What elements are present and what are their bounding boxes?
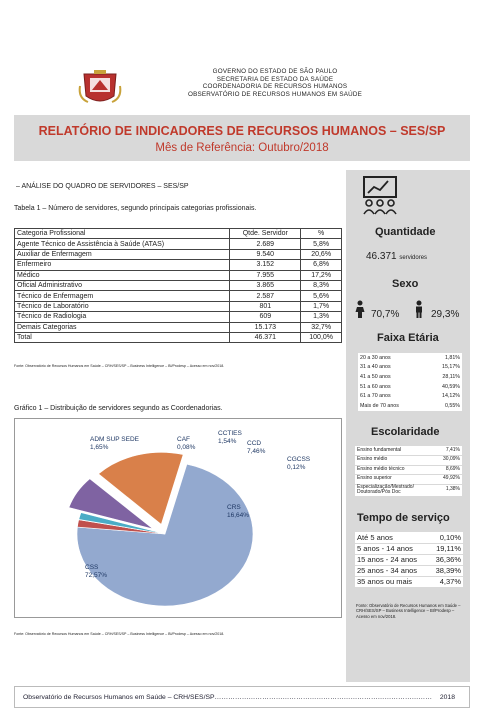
pie-label: CCTIES (218, 430, 242, 437)
table-row (15, 312, 342, 322)
tempo-row-cell: 15 anos - 24 anos (355, 554, 429, 565)
escolaridade-row (355, 484, 462, 496)
table-row-cell: 7.955 (230, 270, 301, 280)
tempo-title: Tempo de serviço (357, 512, 450, 524)
table-row (15, 239, 342, 249)
escolaridade-row-cell: Especialização/Mestrado/ Doutorado/Pós Doc (355, 484, 441, 496)
header-cell: Qtde. Servidor (230, 229, 301, 239)
header-line: COORDENADORIA DE RECURSOS HUMANOS (202, 83, 348, 91)
footer-year: 2018 (439, 694, 455, 701)
pie-value-label: 7,46% (247, 448, 266, 455)
pie-label: CCD (247, 440, 262, 447)
faixa-row-cell: 61 a 70 anos (358, 391, 427, 401)
table-row-cell: 1,7% (301, 301, 342, 311)
quantidade-unit: servidores (399, 255, 428, 261)
faixa-row-cell: 31 a 40 anos (358, 363, 427, 373)
pie-value-label: 0,08% (177, 444, 196, 451)
section-title: – ANÁLISE DO QUADRO DE SERVIDORES – SES/SP (16, 183, 189, 190)
tempo-row (355, 565, 463, 576)
table-row-cell: Médico (15, 270, 230, 280)
header-cell: Categoria Profissional (15, 229, 230, 239)
sidebar-source: Fonte: Observatório de Recursos Humanos em Saúde – CRH/SES/SP – Business Intelligence – BI/Prodesp – Acesso em nov/2018. (356, 603, 461, 619)
escolaridade-row-cell: 30,09% (441, 456, 462, 466)
faixa-row (358, 372, 462, 382)
tempo-row (355, 576, 463, 587)
faixa-row (358, 401, 462, 411)
table-row-cell: Agente Técnico de Assistência à Saúde (ATAS) (15, 239, 230, 249)
table-row-cell: 5,6% (301, 291, 342, 301)
faixa-row (358, 391, 462, 401)
faixa-table (358, 353, 462, 411)
table-row (15, 260, 342, 270)
tempo-row-cell: 4,37% (429, 576, 463, 587)
table-row-cell: Oficial Administrativo (15, 280, 230, 290)
tempo-row-cell: Até 5 anos (355, 532, 429, 543)
faixa-row-cell: 15,17% (427, 363, 462, 373)
escolaridade-row-cell: 49,92% (441, 475, 462, 485)
quantidade-value-wrap (366, 251, 427, 262)
faixa-row-cell: 41 a 50 anos (358, 372, 427, 382)
sexo-female-value: 70,7% (371, 309, 400, 320)
table-title: Tabela 1 – Número de servidores, segundo principais categorias profissionais. (14, 205, 257, 212)
table-row-cell: 2.587 (230, 291, 301, 301)
tempo-row-cell: 19,11% (429, 543, 463, 554)
tempo-row-cell: 5 anos - 14 anos (355, 543, 429, 554)
faixa-row (358, 363, 462, 373)
tempo-table (355, 532, 463, 588)
escolaridade-table (355, 446, 462, 497)
faixa-row (358, 382, 462, 392)
faixa-row-cell: 0,55% (427, 401, 462, 411)
tempo-row-cell: 25 anos - 34 anos (355, 565, 429, 576)
table-row-cell: 3.865 (230, 280, 301, 290)
pie-chart-frame (14, 418, 342, 618)
table-row-cell: Técnico de Enfermagem (15, 291, 230, 301)
sexo-male-value: 29,3% (431, 309, 460, 320)
table-row-cell: Técnico de Laboratório (15, 301, 230, 311)
pie-value-label: 1,65% (90, 444, 109, 451)
table-row (15, 249, 342, 259)
total-cell: 100,0% (301, 332, 342, 342)
report-subtitle: Mês de Referência: Outubro/2018 (155, 142, 329, 154)
tempo-row (355, 554, 463, 565)
faixa-row (358, 353, 462, 363)
escolaridade-row-cell: Ensino médio (355, 456, 441, 466)
report-title: RELATÓRIO DE INDICADORES DE RECURSOS HUMANOS – SES/SP (38, 124, 446, 138)
faixa-row-cell: Mais de 70 anos (358, 401, 427, 411)
tempo-row-cell: 36,36% (429, 554, 463, 565)
pie-label: CAF (177, 436, 190, 443)
tempo-row-cell: 35 anos ou mais (355, 576, 429, 587)
pie-value-label: 16,64% (227, 512, 250, 519)
escolaridade-row-cell: Ensino superior (355, 475, 441, 485)
pie-label: CSS (85, 564, 99, 571)
header-line: GOVERNO DO ESTADO DE SÃO PAULO (212, 68, 338, 75)
escolaridade-row-cell: 7,41% (441, 446, 462, 456)
total-cell: Total (15, 332, 230, 342)
table-row-cell: 5,8% (301, 239, 342, 249)
table-row-cell: 15.173 (230, 322, 301, 332)
pie-label: CRS (227, 504, 241, 511)
table-total-row (15, 332, 342, 342)
graph-source: Fonte: Observatório de Recursos Humanos em Saúde – CRH/SES/SP – Business Intelligence – BI/Prodesp – Acesso em nov/2018. (14, 632, 225, 636)
escolaridade-row-cell: Ensino fundamental (355, 446, 441, 456)
table-row-cell: 17,2% (301, 270, 342, 280)
faixa-row-cell: 14,12% (427, 391, 462, 401)
table-row-cell: 801 (230, 301, 301, 311)
faixa-row-cell: 1,81% (427, 353, 462, 363)
table-row (15, 301, 342, 311)
faixa-title: Faixa Etária (377, 332, 439, 344)
team-presentation-icon (360, 175, 400, 215)
escolaridade-row-cell: 8,69% (441, 465, 462, 475)
table-row (15, 280, 342, 290)
faixa-row-cell: 20 a 30 anos (358, 353, 427, 363)
table-row-cell: 609 (230, 312, 301, 322)
escolaridade-row (355, 446, 462, 456)
table-row-cell: Enfermeiro (15, 260, 230, 270)
sexo-title: Sexo (392, 278, 419, 290)
pie-value-label: 0,12% (287, 464, 306, 471)
escolaridade-title: Escolaridade (371, 426, 440, 438)
tempo-row-cell: 0,10% (429, 532, 463, 543)
table-row-cell: 9.540 (230, 249, 301, 259)
tempo-row (355, 532, 463, 543)
faixa-row-cell: 51 a 60 anos (358, 382, 427, 392)
government-header (140, 68, 410, 98)
escolaridade-row-cell: 1,38% (441, 484, 462, 496)
table-header-row (15, 229, 342, 239)
escolaridade-row (355, 475, 462, 485)
faixa-row-cell: 40,59% (427, 382, 462, 392)
header-line: SECRETARIA DE ESTADO DA SAÚDE (216, 75, 334, 83)
escolaridade-row (355, 465, 462, 475)
table-row-cell: Técnico de Radiologia (15, 312, 230, 322)
table-row-cell: 6,8% (301, 260, 342, 270)
servers-table (14, 228, 342, 343)
header-line: OBSERVATÓRIO DE RECURSOS HUMANOS EM SAÚDE (187, 90, 363, 98)
table-row-cell: Auxiliar de Enfermagem (15, 249, 230, 259)
state-seal-logo (78, 68, 122, 108)
tempo-row-cell: 38,39% (429, 565, 463, 576)
total-cell: 46.371 (230, 332, 301, 342)
header-cell: % (301, 229, 342, 239)
pie-label: ADM SUP SEDE (90, 436, 140, 443)
table-row-cell: 1,3% (301, 312, 342, 322)
graph-title: Gráfico 1 – Distribuição de servidores segundo as Coordenadorias. (14, 405, 223, 412)
table-row-cell: 32,7% (301, 322, 342, 332)
table-row-cell: 8,3% (301, 280, 342, 290)
female-icon (355, 300, 365, 318)
quantidade-value: 46.371 (366, 251, 397, 262)
table-row (15, 270, 342, 280)
escolaridade-row (355, 456, 462, 466)
pie-label: CGCSS (287, 456, 311, 463)
report-banner (14, 115, 470, 161)
table-row (15, 322, 342, 332)
pie-value-label: 72,57% (85, 572, 108, 579)
male-icon (414, 300, 424, 318)
pie-value-label: 1,54% (218, 438, 237, 445)
table-row-cell: 2.689 (230, 239, 301, 249)
escolaridade-row-cell: Ensino médio técnico (355, 465, 441, 475)
table-row (15, 291, 342, 301)
page-footer (14, 686, 470, 708)
table-row-cell: 3.152 (230, 260, 301, 270)
pie-chart (15, 419, 343, 619)
faixa-row-cell: 28,11% (427, 372, 462, 382)
table-row-cell: 20,6% (301, 249, 342, 259)
table-source: Fonte: Observatório de Recursos Humanos em Saúde – CRH/SES/SP – Business Intelligence – BI/Prodesp – Acesso em nov/2018. (14, 364, 225, 368)
footer-text: Observatório de Recursos Humanos em Saúde – CRH/SES/SP…………………………………………………………………………………… (23, 694, 433, 701)
tempo-row (355, 543, 463, 554)
quantidade-title: Quantidade (375, 226, 436, 238)
table-row-cell: Demais Categorias (15, 322, 230, 332)
